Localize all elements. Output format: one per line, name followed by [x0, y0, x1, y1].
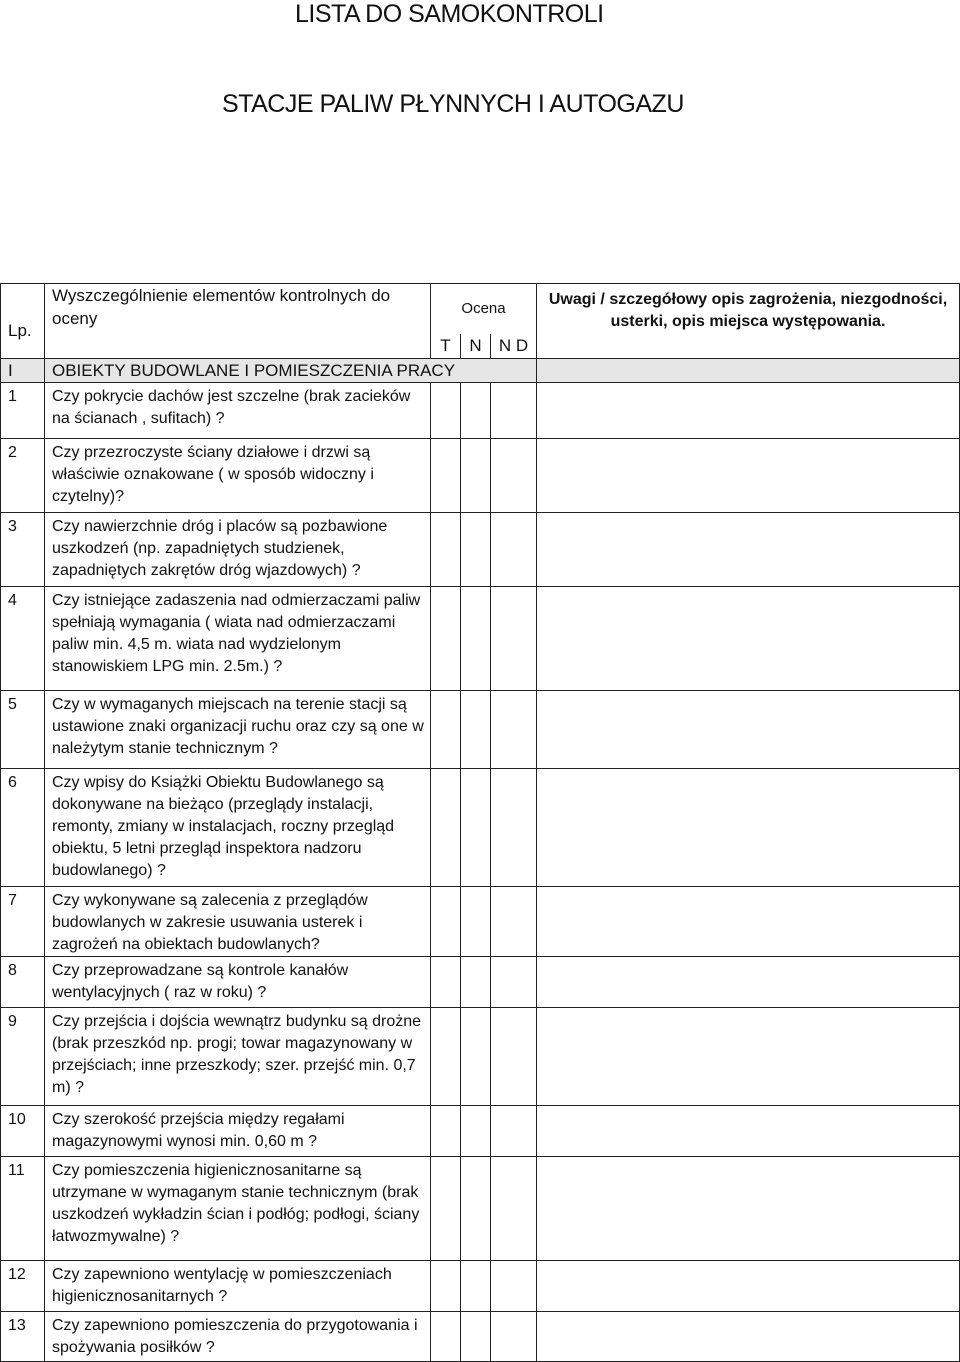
remarks-cell[interactable] — [537, 887, 960, 957]
rating-n-cell[interactable] — [461, 439, 491, 513]
header-rating: Ocena — [431, 284, 537, 334]
remarks-cell[interactable] — [537, 1106, 960, 1157]
row-question: Czy wykonywane są zalecenia z przeglądów budowlanych w zakresie usuwania usterek i zagrożeń na obiektach budowlanych? — [45, 887, 431, 957]
header-description: Wyszczególnienie elementów kontrolnych do oceny — [45, 284, 431, 359]
rating-n-cell[interactable] — [461, 1312, 491, 1362]
rating-nd-cell[interactable] — [491, 383, 537, 439]
rating-nd-cell[interactable] — [491, 1106, 537, 1157]
document-subtitle: STACJE PALIW PŁYNNYCH I AUTOGAZU — [222, 90, 684, 118]
table-row — [1, 1106, 960, 1157]
row-question: Czy przejścia i dojścia wewnątrz budynku są drożne (brak przeszkód np. progi; towar magazynowany w przejściach; inne przeszkody; szer. przejść min. 0,7 m) ? — [45, 1008, 431, 1106]
table-row — [1, 1157, 960, 1261]
remarks-cell[interactable] — [537, 1312, 960, 1362]
row-number: 13 — [1, 1312, 45, 1362]
rating-nd-cell[interactable] — [491, 1157, 537, 1261]
rating-t-cell[interactable] — [431, 1157, 461, 1261]
remarks-cell[interactable] — [537, 439, 960, 513]
row-question: Czy wpisy do Książki Obiektu Budowlanego są dokonywane na bieżąco (przeglądy instalacji, remonty, zmiany w instalacjach, roczny przegląd obiektu, 5 letni przegląd inspektora nadzoru budowlanego) ? — [45, 769, 431, 887]
row-question: Czy pomieszczenia higienicznosanitarne są utrzymane w wymaganym stanie technicznym (brak uszkodzeń wykładzin ścian i podłóg; podłogi, ściany łatwozmywalne) ? — [45, 1157, 431, 1261]
header-t: T — [431, 334, 461, 359]
row-question: Czy przezroczyste ściany działowe i drzwi są właściwie oznakowane ( w sposób widoczny i czytelny)? — [45, 439, 431, 513]
rating-t-cell[interactable] — [431, 1008, 461, 1106]
table-row — [1, 439, 960, 513]
rating-nd-cell[interactable] — [491, 691, 537, 769]
rating-nd-cell[interactable] — [491, 1312, 537, 1362]
remarks-cell[interactable] — [537, 1157, 960, 1261]
header-remarks: Uwagi / szczegółowy opis zagrożenia, niezgodności, usterki, opis miejsca występowania. — [537, 284, 960, 359]
table-row — [1, 1312, 960, 1362]
table-row — [1, 1261, 960, 1312]
row-question: Czy szerokość przejścia między regałami magazynowymi wynosi min. 0,60 m ? — [45, 1106, 431, 1157]
rating-n-cell[interactable] — [461, 1106, 491, 1157]
rating-n-cell[interactable] — [461, 587, 491, 691]
rating-t-cell[interactable] — [431, 439, 461, 513]
rating-t-cell[interactable] — [431, 1261, 461, 1312]
row-number: 3 — [1, 513, 45, 587]
section-remarks[interactable] — [537, 359, 960, 383]
remarks-cell[interactable] — [537, 1008, 960, 1106]
row-question: Czy zapewniono pomieszczenia do przygotowania i spożywania posiłków ? — [45, 1312, 431, 1362]
row-number: 10 — [1, 1106, 45, 1157]
table-row — [1, 957, 960, 1008]
table-row — [1, 383, 960, 439]
table-row — [1, 587, 960, 691]
remarks-cell[interactable] — [537, 957, 960, 1008]
row-number: 11 — [1, 1157, 45, 1261]
row-number: 7 — [1, 887, 45, 957]
table-row — [1, 769, 960, 887]
remarks-cell[interactable] — [537, 691, 960, 769]
row-question: Czy nawierzchnie dróg i placów są pozbawione uszkodzeń (np. zapadniętych studzienek, zapadniętych zakrętów dróg wjazdowych) ? — [45, 513, 431, 587]
header-row — [1, 284, 960, 334]
rating-t-cell[interactable] — [431, 887, 461, 957]
header-n: N — [461, 334, 491, 359]
rating-nd-cell[interactable] — [491, 957, 537, 1008]
rating-t-cell[interactable] — [431, 1312, 461, 1362]
document-title: LISTA DO SAMOKONTROLI — [295, 0, 604, 28]
rating-n-cell[interactable] — [461, 383, 491, 439]
table-row — [1, 513, 960, 587]
remarks-cell[interactable] — [537, 769, 960, 887]
rating-t-cell[interactable] — [431, 587, 461, 691]
remarks-cell[interactable] — [537, 513, 960, 587]
row-question: Czy pokrycie dachów jest szczelne (brak zacieków na ścianach , sufitach) ? — [45, 383, 431, 439]
header-lp: Lp. — [1, 284, 45, 359]
row-number: 12 — [1, 1261, 45, 1312]
row-number: 9 — [1, 1008, 45, 1106]
row-question: Czy przeprowadzane są kontrole kanałów wentylacyjnych ( raz w roku) ? — [45, 957, 431, 1008]
rating-t-cell[interactable] — [431, 769, 461, 887]
remarks-cell[interactable] — [537, 383, 960, 439]
row-number: 8 — [1, 957, 45, 1008]
row-number: 4 — [1, 587, 45, 691]
rating-n-cell[interactable] — [461, 513, 491, 587]
row-number: 2 — [1, 439, 45, 513]
row-question: Czy istniejące zadaszenia nad odmierzaczami paliw spełniają wymagania ( wiata nad odmierzaczami paliw min. 4,5 m. wiata nad wydzielonym stanowiskiem LPG min. 2.5m.) ? — [45, 587, 431, 691]
remarks-cell[interactable] — [537, 1261, 960, 1312]
row-number: 1 — [1, 383, 45, 439]
section-title: OBIEKTY BUDOWLANE I POMIESZCZENIA PRACY — [45, 359, 537, 383]
rating-n-cell[interactable] — [461, 887, 491, 957]
row-number: 5 — [1, 691, 45, 769]
rating-n-cell[interactable] — [461, 1157, 491, 1261]
rating-nd-cell[interactable] — [491, 1261, 537, 1312]
section-row — [1, 359, 960, 383]
rating-n-cell[interactable] — [461, 769, 491, 887]
row-number: 6 — [1, 769, 45, 887]
rating-t-cell[interactable] — [431, 957, 461, 1008]
rating-n-cell[interactable] — [461, 1261, 491, 1312]
row-question: Czy zapewniono wentylację w pomieszczeniach higienicznosanitarnych ? — [45, 1261, 431, 1312]
checklist-table — [0, 283, 960, 1362]
rating-t-cell[interactable] — [431, 383, 461, 439]
rating-t-cell[interactable] — [431, 1106, 461, 1157]
rating-nd-cell[interactable] — [491, 439, 537, 513]
row-question: Czy w wymaganych miejscach na terenie stacji są ustawione znaki organizacji ruchu oraz czy są one w należytym stanie technicznym ? — [45, 691, 431, 769]
header-nd: N D — [491, 334, 537, 359]
rating-nd-cell[interactable] — [491, 887, 537, 957]
rating-n-cell[interactable] — [461, 957, 491, 1008]
remarks-cell[interactable] — [537, 587, 960, 691]
rating-nd-cell[interactable] — [491, 1008, 537, 1106]
rating-nd-cell[interactable] — [491, 769, 537, 887]
rating-n-cell[interactable] — [461, 691, 491, 769]
rating-n-cell[interactable] — [461, 1008, 491, 1106]
table-row — [1, 887, 960, 957]
section-number: I — [1, 359, 45, 383]
table-row — [1, 1008, 960, 1106]
table-row — [1, 691, 960, 769]
rating-t-cell[interactable] — [431, 513, 461, 587]
rating-t-cell[interactable] — [431, 691, 461, 769]
rating-nd-cell[interactable] — [491, 587, 537, 691]
rating-nd-cell[interactable] — [491, 513, 537, 587]
